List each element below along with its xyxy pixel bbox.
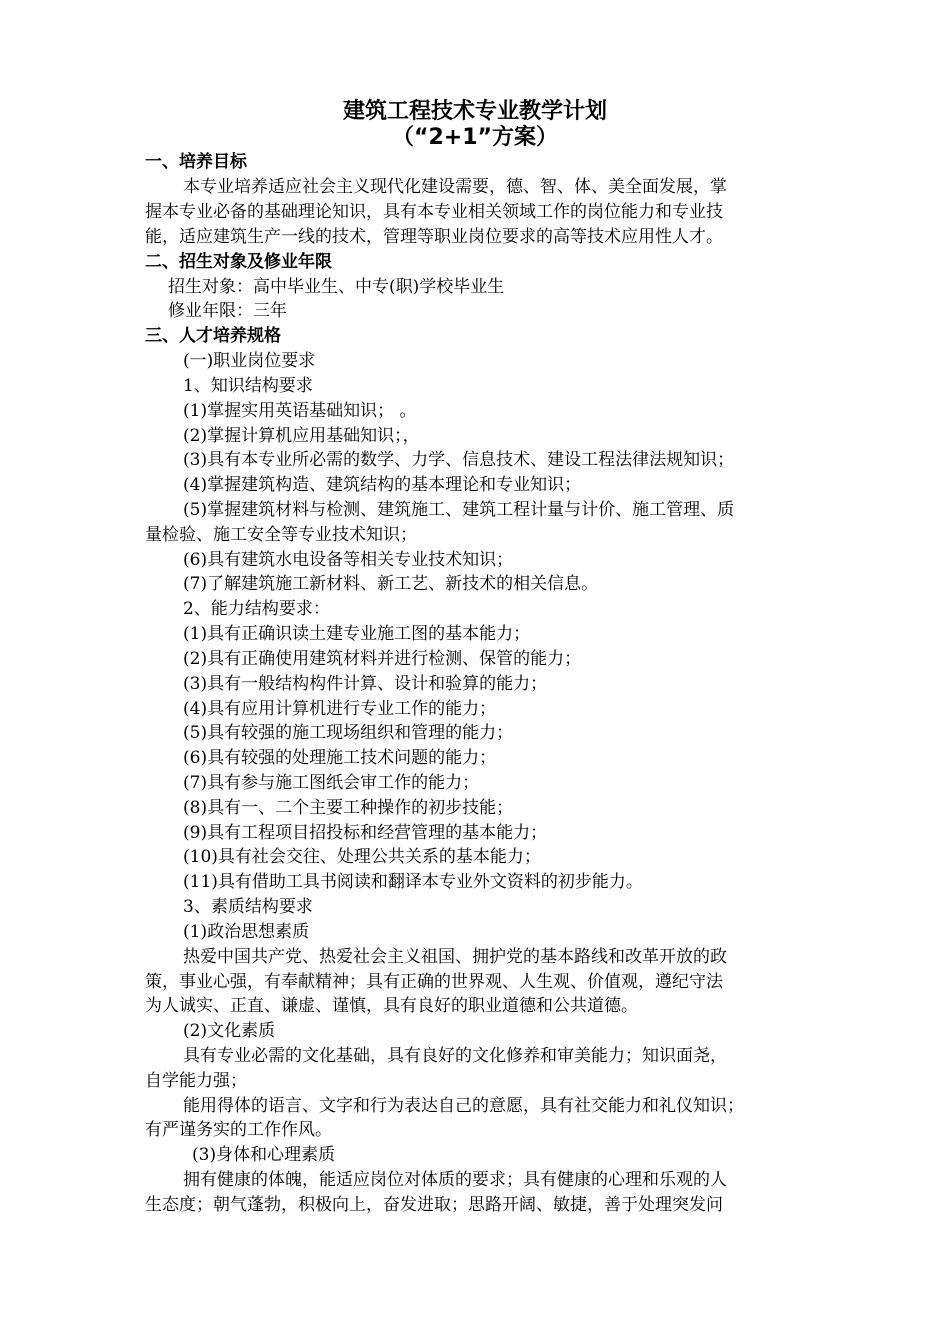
subsection-heading: 3、素质结构要求 <box>183 897 313 917</box>
list-item: (11)具有借助工具书阅读和翻译本专业外文资料的初步能力。 <box>183 872 643 892</box>
list-item: (1)掌握实用英语基础知识； 。 <box>183 401 417 421</box>
subsection-heading: (一)职业岗位要求 <box>183 351 316 371</box>
list-item: (10)具有社会交往、处理公共关系的基本能力； <box>183 847 541 867</box>
subsection-heading: (3)身体和心理素质 <box>192 1145 336 1165</box>
paragraph-line: 修业年限：三年 <box>168 301 287 321</box>
paragraph-line: 拥有健康的体魄，能适应岗位对体质的要求；具有健康的心理和乐观的人 <box>183 1170 727 1190</box>
document-subtitle: （“2+1”方案） <box>392 125 558 150</box>
paragraph-line: 招生对象：高中毕业生、中专(职)学校毕业生 <box>168 277 505 297</box>
paragraph-line: 生态度；朝气蓬勃，积极向上，奋发进取；思路开阔、敏捷，善于处理突发问 <box>145 1195 723 1215</box>
list-item: (8)具有一、二个主要工种操作的初步技能； <box>183 798 514 818</box>
paragraph-line: 有严谨务实的工作作风。 <box>145 1120 332 1140</box>
list-item: (9)具有工程项目招投标和经营管理的基本能力； <box>183 823 548 843</box>
list-item: 量检验、施工安全等专业技术知识； <box>145 525 417 545</box>
list-item: (7)具有参与施工图纸会审工作的能力； <box>183 773 480 793</box>
subsection-heading: 1、知识结构要求 <box>183 376 313 396</box>
paragraph-line: 热爱中国共产党、热爱社会主义祖国、拥护党的基本路线和改革开放的政 <box>183 947 727 967</box>
paragraph-line: 能用得体的语言、文字和行为表达自己的意愿，具有社交能力和礼仪知识； <box>183 1096 744 1116</box>
list-item: (1)具有正确识读土建专业施工图的基本能力； <box>183 624 531 644</box>
list-item: (3)具有本专业所必需的数学、力学、信息技术、建设工程法律法规知识； <box>183 450 735 470</box>
section-heading: 一、培养目标 <box>145 152 247 172</box>
subsection-heading: (2)文化素质 <box>183 1021 276 1041</box>
list-item: (3)具有一般结构构件计算、设计和验算的能力； <box>183 674 548 694</box>
subsection-heading: (1)政治思想素质 <box>183 922 310 942</box>
list-item: (5)具有较强的施工现场组织和管理的能力； <box>183 723 514 743</box>
paragraph-line: 自学能力强； <box>145 1071 247 1091</box>
paragraph-line: 能，适应建筑生产一线的技术，管理等职业岗位要求的高等技术应用性人才。 <box>145 227 723 247</box>
paragraph-line: 具有专业必需的文化基础，具有良好的文化修养和审美能力；知识面尧， <box>183 1046 727 1066</box>
paragraph-line: 为人诚实、正直、谦虚、谨慎，具有良好的职业道德和公共道德。 <box>145 996 638 1016</box>
list-item: (4)具有应用计算机进行专业工作的能力； <box>183 699 497 719</box>
section-heading: 二、招生对象及修业年限 <box>145 252 332 272</box>
section-heading: 三、人才培养规格 <box>145 326 281 346</box>
subsection-heading: 2、能力结构要求： <box>183 599 330 619</box>
paragraph-line: 本专业培养适应社会主义现代化建设需要，德、智、体、美全面发展，掌 <box>183 177 727 197</box>
list-item: (6)具有建筑水电设备等相关专业技术知识； <box>183 550 514 570</box>
list-item: (7)了解建筑施工新材料、新工艺、新技术的相关信息。 <box>183 574 599 594</box>
document-title: 建筑工程技术专业教学计划 <box>342 99 607 124</box>
list-item: (5)掌握建筑材料与检测、建筑施工、建筑工程计量与计价、施工管理、质 <box>183 500 735 520</box>
list-item: (6)具有较强的处理施工技术问题的能力； <box>183 748 497 768</box>
list-item: (2)具有正确使用建筑材料并进行检测、保管的能力； <box>183 649 582 669</box>
paragraph-line: 握本专业必备的基础理论知识，具有本专业相关领域工作的岗位能力和专业技 <box>145 202 723 222</box>
list-item: (4)掌握建筑构造、建筑结构的基本理论和专业知识； <box>183 475 582 495</box>
list-item: (2)掌握计算机应用基础知识；， <box>183 426 420 446</box>
paragraph-line: 策，事业心强，有奉献精神；具有正确的世界观、人生观、价值观，遵纪守法 <box>145 972 723 992</box>
